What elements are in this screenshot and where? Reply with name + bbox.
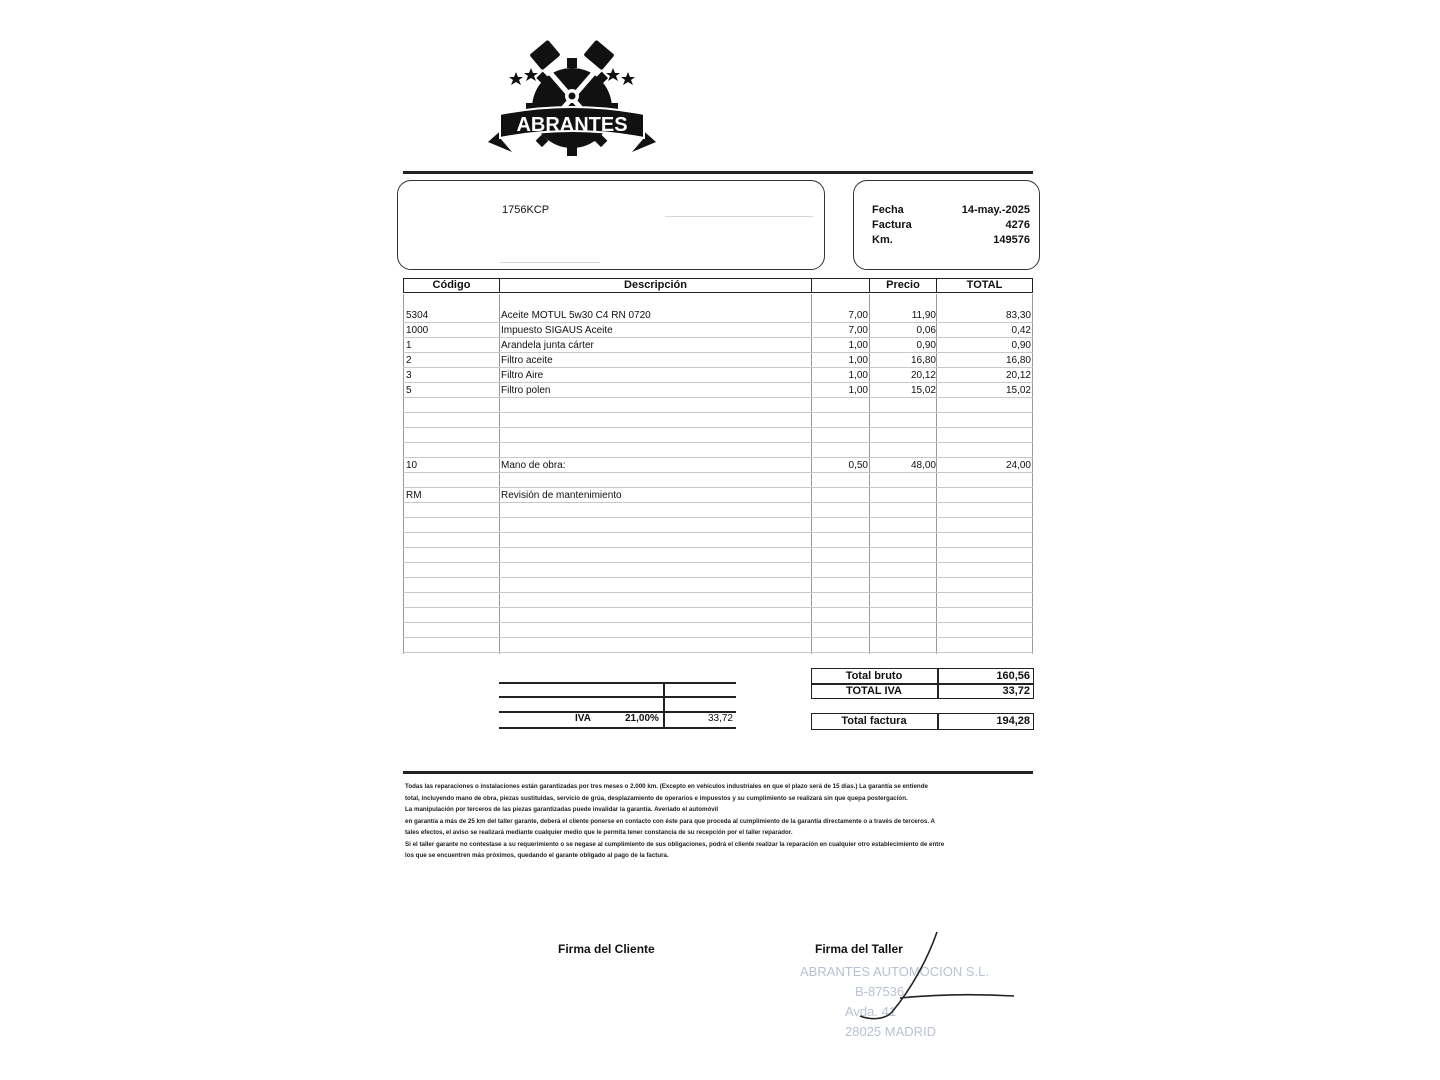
redacted-line [500, 262, 600, 263]
cell-price: 16,80 [910, 355, 936, 366]
info-label: Fecha [872, 204, 904, 216]
redacted-line [665, 216, 813, 217]
tax-line [499, 727, 736, 729]
stamp-line: Avda. 41 [845, 1004, 897, 1019]
row-line [403, 622, 1033, 623]
cell-quantity: 1,00 [848, 370, 868, 381]
cell-description: Arandela junta cárter [501, 340, 594, 351]
tax-rate: 21,00% [625, 713, 659, 724]
cell-total: 15,02 [1005, 385, 1031, 396]
info-row-invoice [872, 219, 1030, 231]
invoice-total-row [812, 714, 1033, 728]
cell-code: RM [406, 490, 422, 501]
stamp-line: B-87536 [855, 984, 905, 999]
row-line [403, 547, 1033, 548]
table-row [403, 324, 1033, 338]
tax-amount: 33,72 [707, 713, 733, 724]
row-line [403, 487, 1033, 488]
tax-breakdown [499, 682, 736, 730]
cell-price: 11,90 [911, 310, 936, 321]
cell-price: 0,06 [916, 325, 936, 336]
client-box [397, 180, 825, 270]
cell-code: 1000 [406, 325, 429, 336]
row-line [403, 637, 1033, 638]
cell-quantity: 7,00 [848, 325, 868, 336]
abrantes-logo [486, 38, 658, 158]
legal-line: La manipulación por terceros de las piezas garantizadas puede invalidar la garantía. Averiado el automóvil [405, 806, 719, 813]
table-row [403, 369, 1033, 383]
cell-quantity: 1,00 [848, 355, 868, 366]
cell-description: Filtro Aire [501, 370, 544, 381]
header-rule [403, 171, 1033, 174]
info-label: Factura [872, 219, 912, 231]
info-row-date [872, 204, 1030, 216]
row-line [403, 607, 1033, 608]
cell-total: 0,90 [1011, 340, 1031, 351]
row-line [403, 442, 1033, 443]
legal-line: Si el taller garante no contestase a su requerimiento o se negase al cumplimiento de sus obligaciones, podrá el cliente realizar la reparación en cualquier otro establecimiento de entre [405, 840, 945, 848]
info-value: 149576 [993, 234, 1030, 246]
row-line [403, 562, 1033, 563]
cell-total: 24,00 [1005, 460, 1031, 471]
table-row [403, 354, 1033, 368]
header-description: Descripción [499, 278, 812, 293]
info-row-km [872, 234, 1030, 246]
total-iva-row [812, 684, 1033, 698]
row-line [403, 517, 1033, 518]
legal-line: Todas las reparaciones o instalaciones están garantizadas por tres meses o 2.000 km. (Excepto en vehículos industriales en que el plazo será de 15 días.) La garantía se entiende [405, 783, 928, 790]
cell-price: 48,00 [910, 460, 936, 471]
line-items-table [403, 278, 1033, 654]
totals-box [811, 668, 1034, 699]
tax-line [499, 696, 736, 698]
cell-code: 3 [406, 370, 412, 381]
legal-line: tales efectos, el aviso se realizará mediante cualquier medio que le permita tener constancia de su recepción por el taller reparador. [405, 829, 793, 836]
vehicle-plate: 1756KCP [502, 204, 550, 216]
table-row [403, 339, 1033, 353]
cell-code: 5 [406, 385, 412, 396]
header-price: Precio [869, 278, 937, 293]
cell-total: 0,42 [1011, 325, 1031, 336]
cell-code: 10 [406, 460, 418, 471]
legal-line: los que se encuentren más próximos, quedando el garante obligado al pago de la factura. [405, 852, 669, 859]
info-value: 14-may.-2025 [961, 204, 1030, 216]
cell-quantity: 0,50 [848, 460, 868, 471]
cell-price: 20,12 [910, 370, 936, 381]
handwritten-signature [840, 928, 1020, 1028]
legal-line: en garantía a más de 25 km del taller garante, deberá el cliente ponerse en contacto con éste para que proceda al cumplimiento de la garantía directamente o a través de terceros. A [405, 817, 936, 825]
workshop-signature-label: Firma del Taller [815, 942, 903, 956]
row-line [403, 592, 1033, 593]
table-row [403, 309, 1033, 323]
cell-code: 2 [406, 355, 412, 366]
footer-rule [403, 771, 1033, 774]
row-line [403, 412, 1033, 413]
row-line [403, 532, 1033, 533]
header-code: Código [403, 278, 500, 293]
cell-description: Filtro aceite [501, 355, 553, 366]
cell-description: Filtro polen [501, 385, 551, 396]
table-row [403, 489, 1033, 503]
cell-description: Revisión de mantenimiento [501, 490, 622, 501]
cell-description: Aceite MOTUL 5w30 C4 RN 0720 [501, 310, 651, 321]
logo-text: ABRANTES [516, 114, 628, 136]
stamp-line: 28025 MADRID [845, 1024, 937, 1039]
tax-label: IVA [575, 713, 591, 724]
legal-line: total, incluyendo mano de obra, piezas sustituidas, servicio de grúa, desplazamiento de operarios e impuestos y su cumplimiento se realizará sin que quepa postergación. [405, 794, 908, 802]
cell-quantity: 1,00 [848, 340, 868, 351]
invoice-total-box [811, 713, 1034, 730]
tax-line [499, 682, 736, 684]
invoice-total-label: Total factura [841, 715, 907, 727]
legal-terms [405, 781, 1033, 862]
total-gross-value: 160,56 [996, 670, 1030, 682]
tax-column-line [663, 682, 665, 728]
cell-total: 20,12 [1005, 370, 1031, 381]
table-row [403, 459, 1033, 473]
table-row [403, 384, 1033, 398]
cell-code: 5304 [406, 310, 429, 321]
cell-description: Impuesto SIGAUS Aceite [501, 325, 613, 336]
total-iva-value: 33,72 [1002, 685, 1030, 697]
total-iva-label: TOTAL IVA [845, 685, 903, 697]
cell-total: 83,30 [1005, 310, 1031, 321]
total-gross-row [812, 669, 1033, 683]
cell-price: 0,90 [916, 340, 936, 351]
invoice-total-value: 194,28 [996, 715, 1030, 727]
header-quantity [811, 278, 870, 293]
client-signature-label: Firma del Cliente [558, 942, 655, 956]
header-total: TOTAL [936, 278, 1033, 293]
info-label: Km. [872, 234, 893, 246]
cell-total: 16,80 [1005, 355, 1031, 366]
row-line [403, 457, 1033, 458]
tax-line [499, 711, 736, 713]
row-line [403, 652, 1033, 653]
row-line [403, 427, 1033, 428]
cell-description: Mano de obra: [501, 460, 566, 471]
cell-code: 1 [406, 340, 412, 351]
cell-quantity: 1,00 [848, 385, 868, 396]
cell-quantity: 7,00 [848, 310, 868, 321]
info-value: 4276 [1005, 219, 1030, 231]
row-line [403, 577, 1033, 578]
cell-price: 15,02 [910, 385, 936, 396]
total-gross-label: Total bruto [845, 670, 903, 682]
stamp-line: ABRANTES AUTOMOCION S.L. [800, 964, 990, 979]
